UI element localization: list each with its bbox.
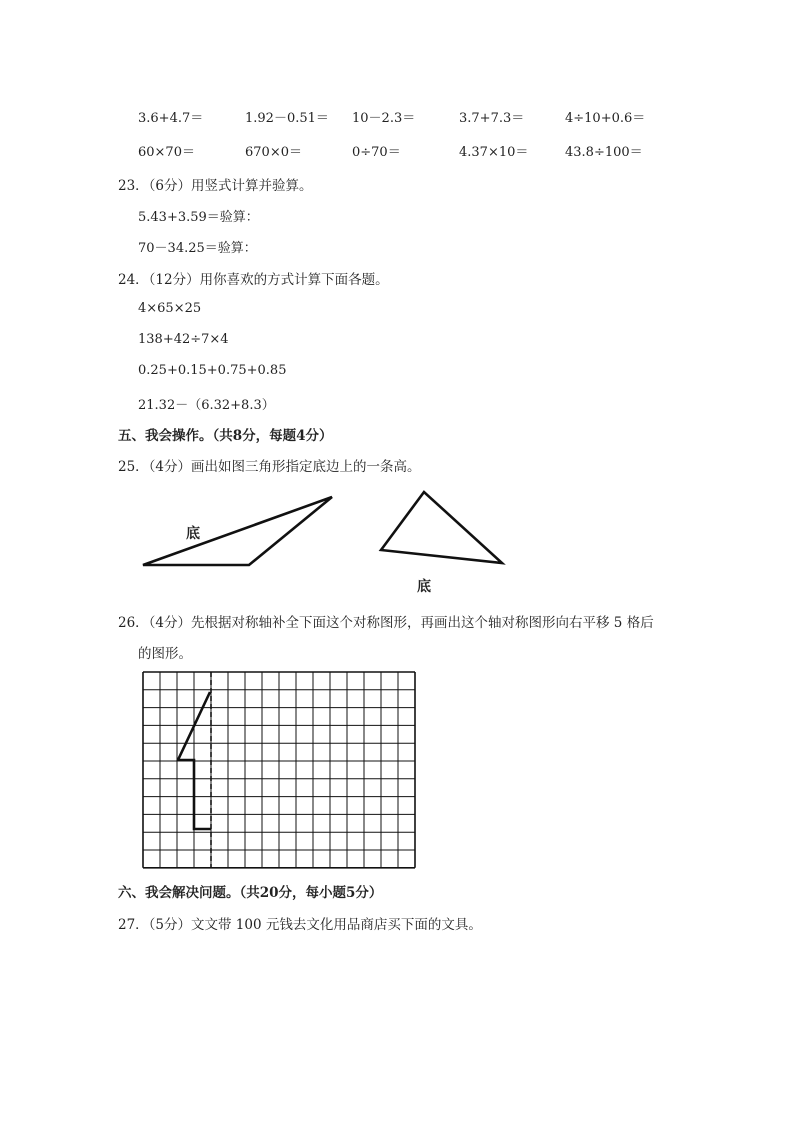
triangle-right-base-label: 底 xyxy=(417,579,431,595)
question-23-heading: 23．（6分）用竖式计算并验算。 xyxy=(118,178,313,194)
calc-item: 4÷10+0.6＝ xyxy=(565,111,646,126)
question-24-item: 4×65×25 xyxy=(138,301,202,316)
section-5-title: 五、我会操作。（共8分，每题4分） xyxy=(118,428,333,444)
question-24-item: 138+42÷7×4 xyxy=(138,332,229,347)
calc-item: 3.7+7.3＝ xyxy=(459,111,525,126)
calc-item: 670×0＝ xyxy=(245,145,302,160)
calc-item: 10－2.3＝ xyxy=(352,111,416,126)
question-23-item: 70－34.25＝验算： xyxy=(138,241,257,256)
question-27-heading: 27．（5分）文文带 100 元钱去文化用品商店买下面的文具。 xyxy=(118,917,482,933)
question-23-item: 5.43+3.59＝验算： xyxy=(138,210,259,225)
question-24-item: 0.25+0.15+0.75+0.85 xyxy=(138,363,287,378)
section-6-title: 六、我会解决问题。（共20分，每小题5分） xyxy=(118,885,383,901)
calc-item: 43.8÷100＝ xyxy=(565,145,643,160)
calc-item: 4.37×10＝ xyxy=(459,145,529,160)
question-26-heading-line2: 的图形。 xyxy=(138,646,192,662)
calc-item: 0÷70＝ xyxy=(352,145,401,160)
calc-item: 3.6+4.7＝ xyxy=(138,111,204,126)
question-24-heading: 24．（12分）用你喜欢的方式计算下面各题。 xyxy=(118,272,389,288)
triangle-left-base-label: 底 xyxy=(186,526,200,542)
calc-item: 1.92－0.51＝ xyxy=(245,111,329,126)
question-24-item: 21.32－（6.32+8.3） xyxy=(138,398,275,413)
question-26-heading-line1: 26．（4分）先根据对称轴补全下面这个对称图形，再画出这个轴对称图形向右平移 5 格后 xyxy=(118,615,654,631)
calc-item: 60×70＝ xyxy=(138,145,195,160)
question-25-heading: 25．（4分）画出如图三角形指定底边上的一条高。 xyxy=(118,459,421,475)
